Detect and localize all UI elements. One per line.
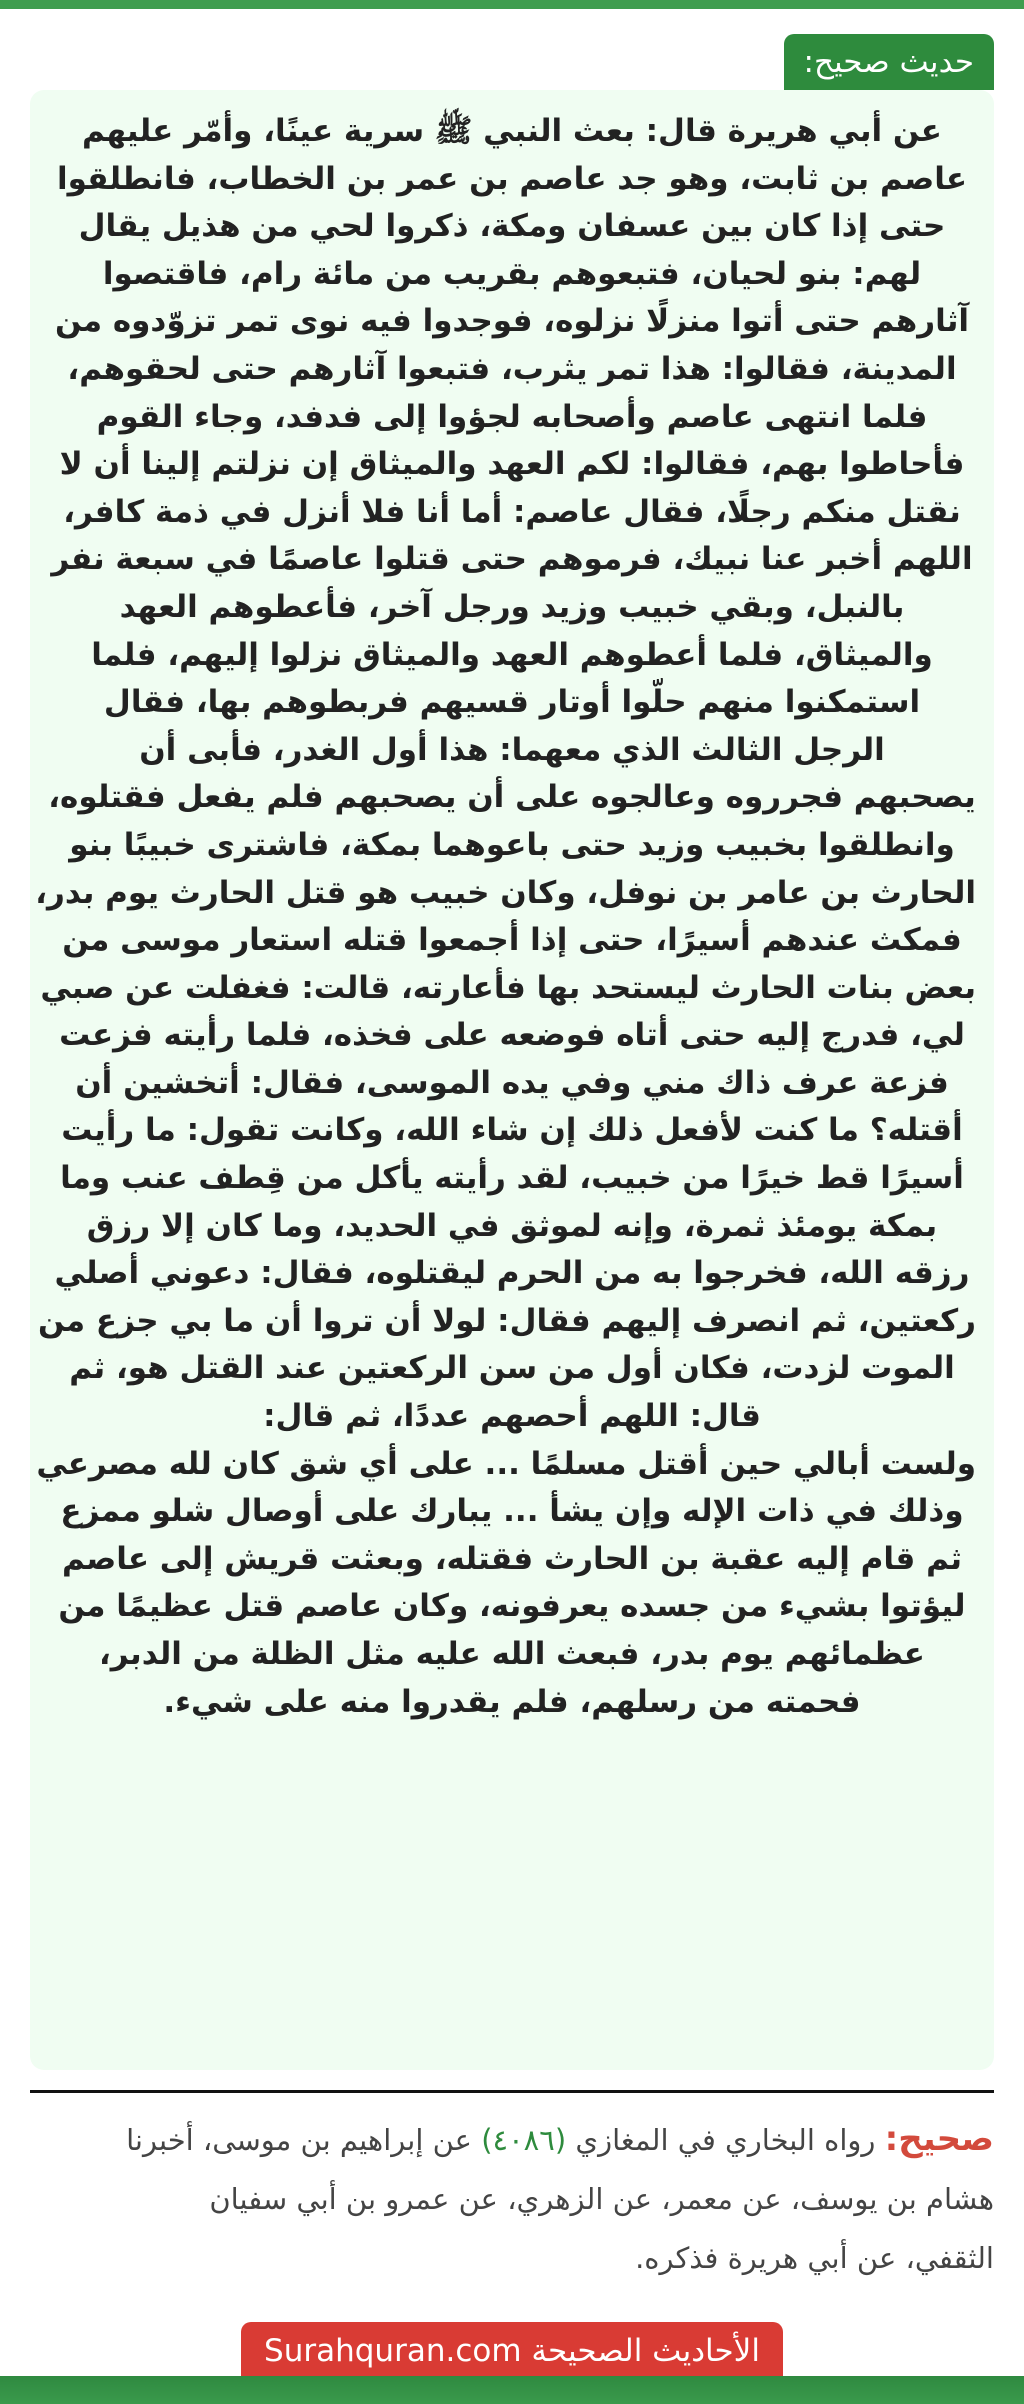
hadith-line: بمكة يومئذ ثمرة، وإنه لموثق في الحديد، وما كان إلا رزق bbox=[86, 1207, 938, 1244]
source-citation bbox=[30, 2110, 994, 2288]
hadith-line: فمكث عندهم أسيرًا، حتى إذا أجمعوا قتله استعار موسى من bbox=[62, 922, 962, 959]
hadith-line: أسيرًا قط خيرًا من خبيب، لقد رأيته يأكل من قِطف عنب وما bbox=[60, 1160, 964, 1197]
hadith-reference-number: (٤٠٨٦) bbox=[481, 2123, 567, 2157]
hadith-line: ركعتين، ثم انصرف إليهم فقال: لولا أن تروا أن ما بي جزع من bbox=[37, 1302, 976, 1339]
hadith-line: ثم قام إليه عقبة بن الحارث فقتله، وبعثت قريش إلى عاصم bbox=[61, 1540, 963, 1577]
footer-site-button[interactable]: الأحاديث الصحيحة Surahquran.com bbox=[241, 2322, 783, 2380]
hadith-line: عاصم بن ثابت، وهو جد عاصم بن عمر بن الخطاب، فانطلقوا bbox=[56, 160, 968, 197]
hadith-line: اللهم أخبر عنا نبيك، فرموهم حتى قتلوا عاصمًا في سبعة نفر bbox=[51, 541, 973, 578]
hadith-line: الرجل الثالث الذي معهما: هذا أول الغدر، فأبى أن bbox=[139, 731, 885, 768]
hadith-line: ليؤتوا بشيء من جسده يعرفونه، وكان عاصم قتل عظيمًا من bbox=[58, 1588, 966, 1625]
hadith-text-box bbox=[30, 90, 994, 2070]
hadith-line: أقتله؟ ما كنت لأفعل ذلك إن شاء الله، وكانت تقول: ما رأيت bbox=[61, 1112, 963, 1149]
grade-label: صحيح: bbox=[884, 2119, 994, 2159]
hadith-line: يصحبهم فجرروه وعالجوه على أن يصحبهم فلم يفعل فقتلوه، bbox=[48, 779, 976, 816]
hadith-line: وانطلقوا بخبيب وزيد حتى باعوهما بمكة، فاشترى خبيبًا بنو bbox=[69, 826, 955, 863]
hadith-line: عن أبي هريرة قال: بعث النبي ﷺ سرية عينًا، وأمّر عليهم bbox=[82, 113, 942, 149]
hadith-line: ولست أبالي حين أقتل مسلمًا ... على أي شق كان لله مصرعي bbox=[36, 1445, 976, 1482]
hadith-line: فزعة عرف ذاك مني وفي يده الموسى، فقال: أتخشين أن bbox=[75, 1064, 949, 1101]
top-accent-bar bbox=[0, 0, 1024, 9]
hadith-line: رزقه الله، فخرجوا به من الحرم ليقتلوه، فقال: دعوني أصلي bbox=[54, 1255, 970, 1292]
source-line-1 bbox=[30, 2110, 994, 2170]
hadith-line: استمكنوا منهم حلّوا أوتار قسيهم فربطوهم بها، فقال bbox=[103, 684, 921, 721]
hadith-line: فلما انتهى عاصم وأصحابه لجؤوا إلى فدفد، وجاء القوم bbox=[96, 398, 928, 435]
hadith-line: الحارث بن عامر بن نوفل، وكان خبيب هو قتل الحارث يوم بدر، bbox=[35, 874, 976, 911]
source-line-2: هشام بن يوسف، عن معمر، عن الزهري، عن عمرو بن أبي سفيان bbox=[209, 2182, 994, 2216]
hadith-line: عظمائهم يوم بدر، فبعث الله عليه مثل الظلة من الدبر، bbox=[99, 1636, 925, 1672]
hadith-line: لهم: بنو لحيان، فتبعوهم بقريب من مائة رام، فاقتصوا bbox=[102, 255, 922, 292]
section-title-tag: حديث صحيح: bbox=[784, 34, 995, 90]
hadith-line: بالنبل، وبقي خبيب وزيد ورجل آخر، فأعطوهم العهد bbox=[119, 588, 905, 625]
hadith-text bbox=[35, 108, 976, 1726]
bottom-accent-bar bbox=[0, 2376, 1024, 2404]
hadith-line: وذلك في ذات الإله وإن يشأ ... يبارك على أوصال شلو ممزع bbox=[60, 1493, 964, 1530]
hadith-line: بعض بنات الحارث ليستحد بها فأعارته، قالت: فغفلت عن صبي bbox=[40, 969, 976, 1006]
source-text-before: رواه البخاري في المغازي bbox=[566, 2123, 885, 2157]
hadith-line: قال: اللهم أحصهم عددًا، ثم قال: bbox=[263, 1398, 761, 1435]
divider bbox=[30, 2090, 994, 2093]
hadith-line: المدينة، فقالوا: هذا تمر يثرب، فتبعوا آثارهم حتى لحقوهم، bbox=[67, 350, 957, 387]
hadith-line: آثارهم حتى أتوا منزلًا نزلوه، فوجدوا فيه نوى تمر تزوّدوه من bbox=[54, 303, 970, 340]
hadith-line: فأحاطوا بهم، فقالوا: لكم العهد والميثاق إن نزلتم إلينا أن لا bbox=[59, 446, 965, 483]
hadith-line: نقتل منكم رجلًا، فقال عاصم: أما أنا فلا أنزل في ذمة كافر، bbox=[63, 493, 961, 530]
source-text-after: عن إبراهيم بن موسى، أخبرنا bbox=[126, 2123, 482, 2157]
source-line-3: الثقفي، عن أبي هريرة فذكره. bbox=[635, 2241, 994, 2275]
hadith-line: الموت لزدت، فكان أول من سن الركعتين عند القتل هو، ثم bbox=[69, 1350, 955, 1387]
hadith-line: فحمته من رسلهم، فلم يقدروا منه على شيء. bbox=[163, 1683, 861, 1720]
hadith-line: لي، فدرج إليه حتى أتاه فوضعه على فخذه، فلما رأيته فزعت bbox=[59, 1017, 965, 1054]
hadith-line: والميثاق، فلما أعطوهم العهد والميثاق نزلوا إليهم، فلما bbox=[91, 636, 933, 673]
hadith-line: حتى إذا كان بين عسفان ومكة، ذكروا لحي من هذيل يقال bbox=[78, 208, 946, 245]
